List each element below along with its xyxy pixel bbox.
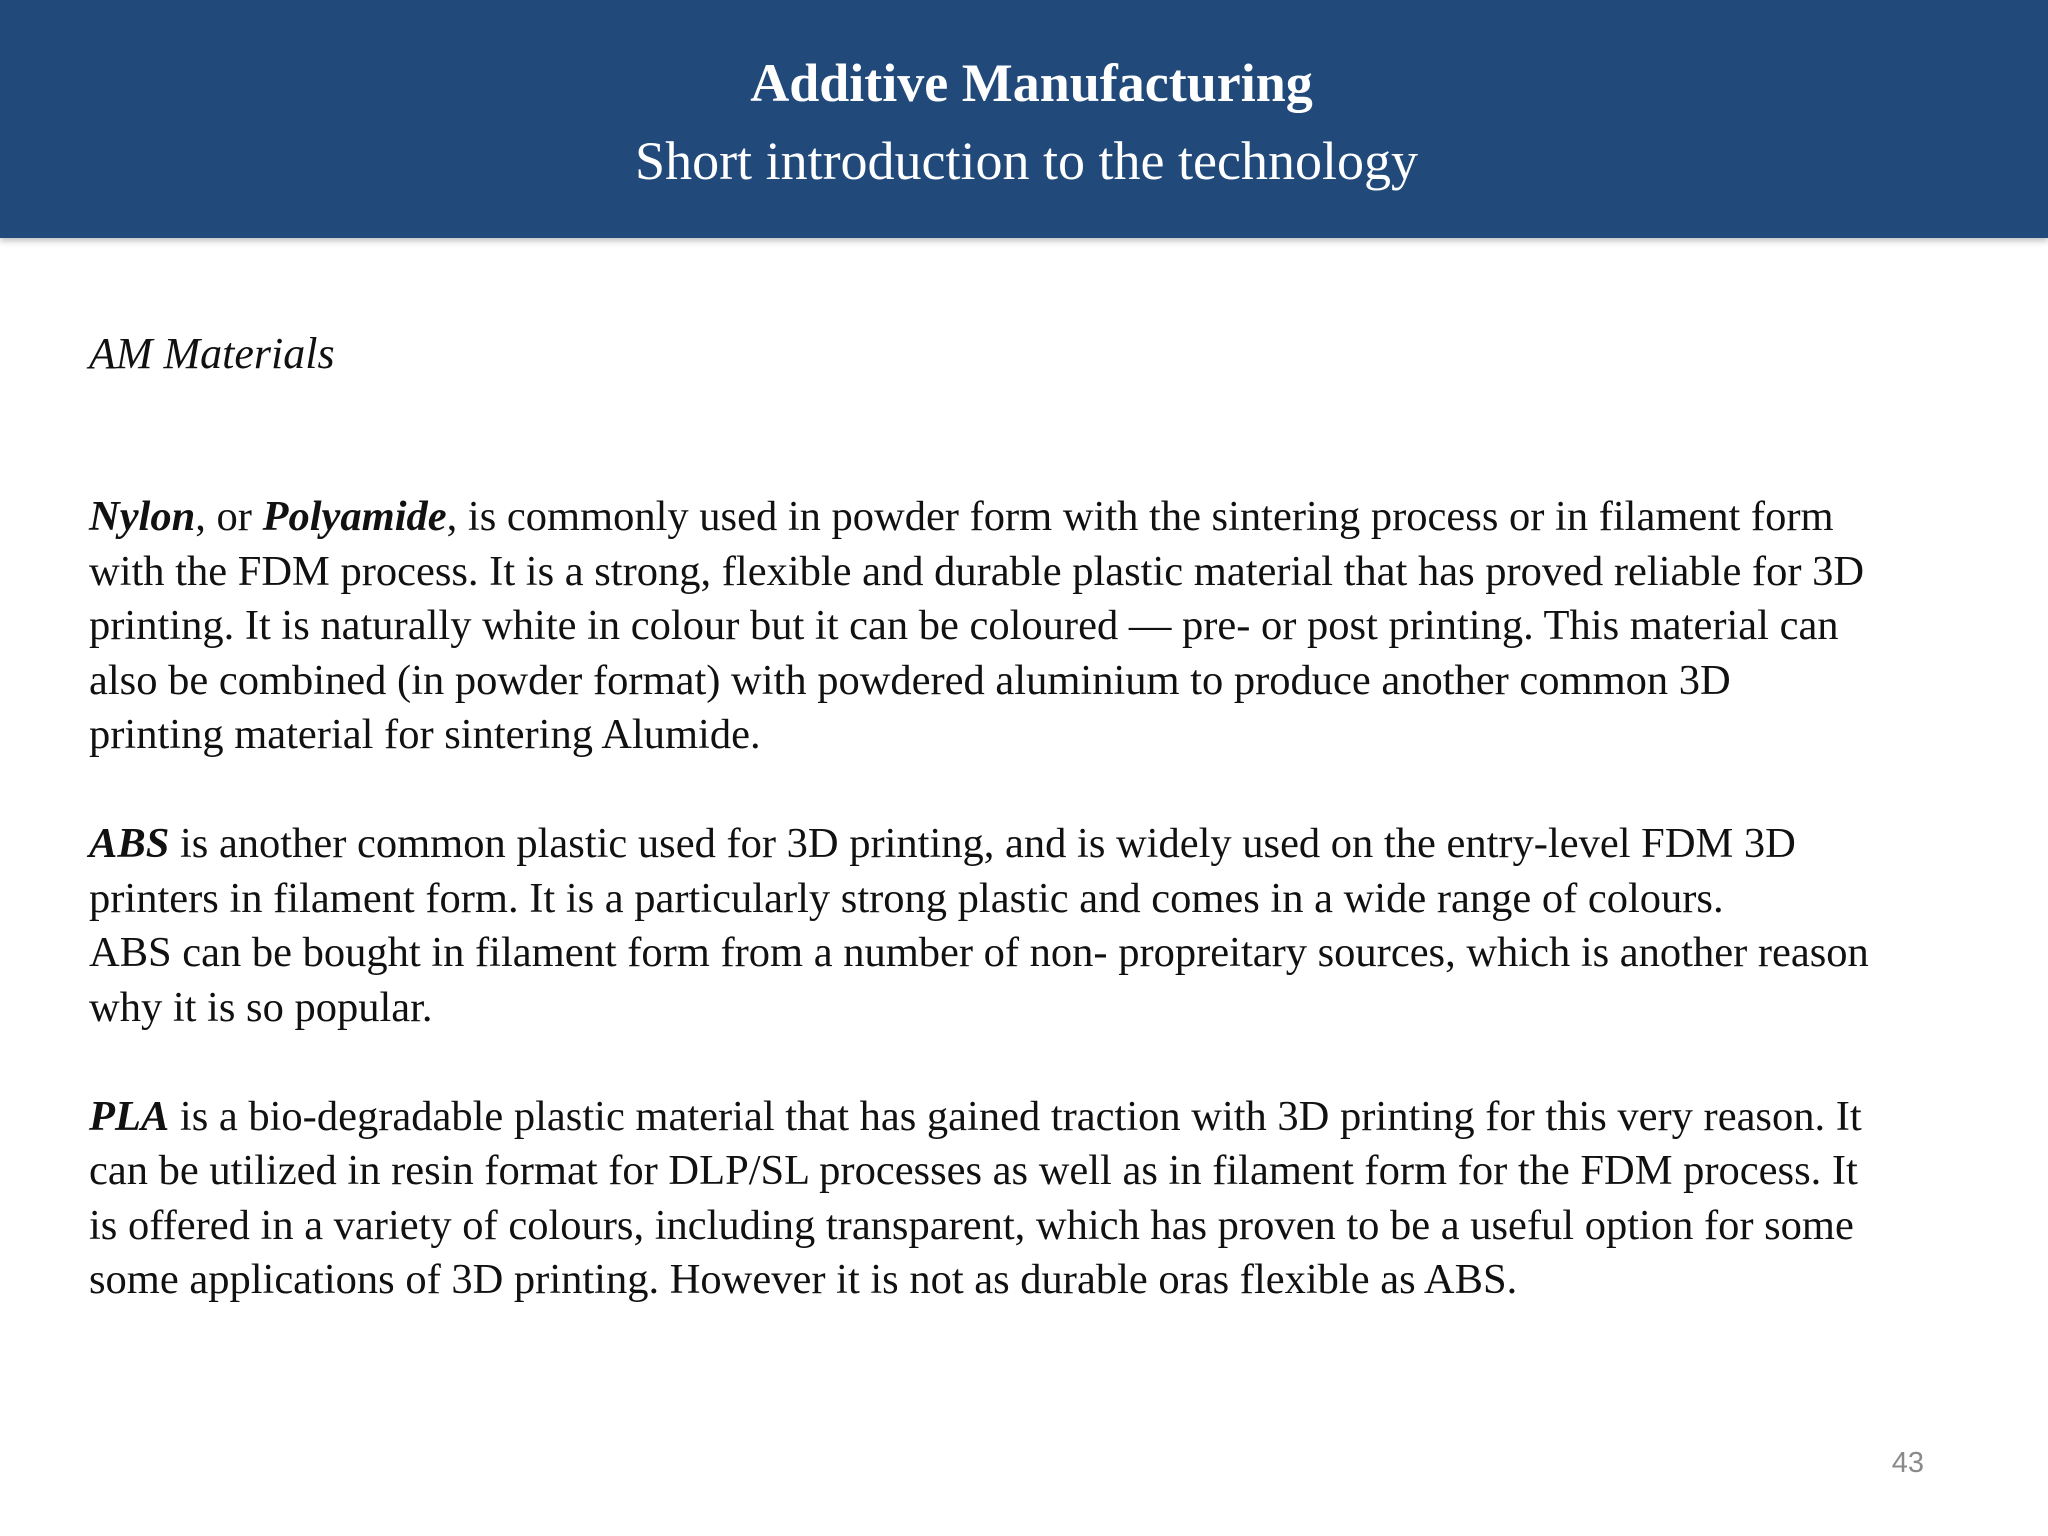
slide-subtitle: Short introduction to the technology: [635, 131, 1418, 191]
text-segment: is offered in a variety of colours, including transparent, which has proven to be a useful option for some: [89, 1201, 1854, 1249]
text-segment: also be combined (in powder format) with powdered aluminium to produce another common 3D: [89, 656, 1731, 704]
text-segment: some applications of 3D printing. However it is not as durable oras flexible as ABS.: [89, 1256, 1518, 1303]
text-segment: , is commonly used in powder form with the sintering process or in filament form: [446, 493, 1834, 540]
text-segment: , or: [195, 493, 263, 540]
slide-title: Additive Manufacturing: [750, 53, 1313, 113]
material-term: ABS: [89, 820, 170, 867]
text-line: [89, 1090, 2009, 1145]
paragraph: [89, 817, 2009, 1035]
text-line: [89, 708, 2009, 763]
text-segment: is a bio-degradable plastic material that has gained traction with 3D printing for this very reason. It: [169, 1092, 1862, 1140]
text-line: [89, 654, 2009, 709]
text-segment: ABS can be bought in filament form from a number of non- propreitary sources, which is another reason: [89, 929, 1869, 976]
text-segment: printing material for sintering Alumide.: [89, 711, 761, 758]
text-segment: can be utilized in resin format for DLP/SL processes as well as in filament form for the FDM process. It: [89, 1147, 1858, 1194]
text-segment: printers in filament form. It is a particularly strong plastic and comes in a wide range of colours.: [89, 874, 1724, 922]
text-line: [89, 599, 2009, 654]
text-line: [89, 490, 2009, 545]
text-line: [89, 872, 2009, 927]
text-line: [89, 926, 2009, 981]
text-line: [89, 1199, 2009, 1254]
section-heading: AM Materials: [89, 329, 335, 378]
text-line: [89, 1144, 2009, 1199]
text-line: [89, 1253, 2009, 1308]
paragraph: [89, 1090, 2009, 1308]
text-segment: with the FDM process. It is a strong, flexible and durable plastic material that has proved reliable for 3D: [89, 547, 1865, 595]
body-text: [89, 490, 2009, 1362]
text-segment: why it is so popular.: [89, 983, 433, 1031]
text-line: [89, 981, 2009, 1036]
material-term: Polyamide: [262, 493, 447, 540]
material-term: PLA: [89, 1092, 170, 1140]
page-number: 43: [1891, 1447, 1924, 1479]
slide-header: [0, 0, 2048, 238]
paragraph: [89, 490, 2009, 763]
material-term: Nylon: [89, 493, 196, 540]
text-line: [89, 817, 2009, 872]
text-segment: printing. It is naturally white in colour but it can be coloured — pre- or post printing. This material can: [89, 602, 1839, 649]
text-line: [89, 545, 2009, 600]
text-segment: is another common plastic used for 3D printing, and is widely used on the entry-level FDM 3D: [169, 820, 1796, 867]
